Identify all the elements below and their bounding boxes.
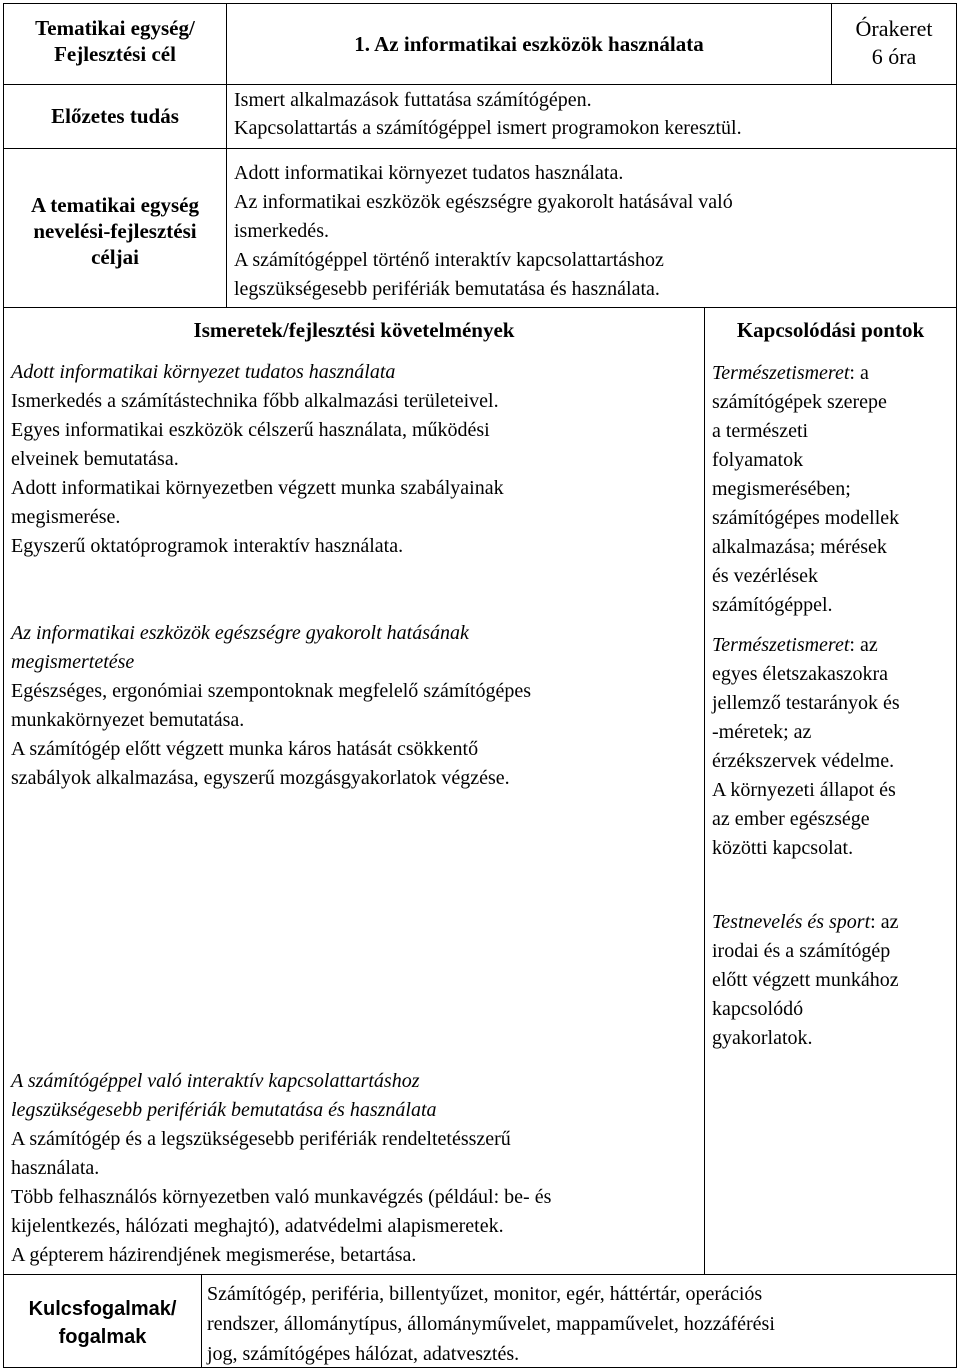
connection-text: : a [849,362,869,384]
prior-knowledge-label [4,103,226,129]
connection-subject: Természetismeret [712,634,850,656]
prior-knowledge-content [234,86,829,142]
goals-label-line: A tematikai egység [31,193,199,217]
keywords-line: rendszer, állománytípus, állományművelet, mappaművelet, hozzáférési [207,1313,775,1335]
connection-line: számítógéppel. [712,594,833,616]
prior-knowledge-line: Ismert alkalmazások futtatása számítógépen. [234,89,592,111]
goals-label [4,192,226,270]
section-title: Adott informatikai környezet tudatos használata [11,361,396,383]
table-border-right [956,3,957,1368]
keywords-label-line: fogalmak [58,1326,147,1348]
hours-cell [832,15,956,71]
connection-line: megismerésében; [712,478,851,500]
requirement-line: A gépterem házirendjének megismerése, betartása. [11,1244,417,1266]
connection-line: előtt végzett munkához [712,969,899,991]
goals-line: A számítógéppel történő interaktív kapcsolattartáshoz [234,249,664,271]
connection-line: alkalmazása; mérések [712,536,887,558]
connection-line: jellemző testarányok és [712,692,900,714]
connections-content [712,359,956,863]
requirement-line: Egészséges, ergonómiai szempontoknak megfelelő számítógépes [11,680,532,702]
connection-line: a természeti [712,420,809,442]
curriculum-table [3,3,957,1368]
connections-header-text: Kapcsolódási pontok [736,318,925,342]
unit-label [4,15,226,67]
requirement-line: munkakörnyezet bemutatása. [11,709,245,731]
keywords-line: jog, számítógépes hálózat, adatvesztés. [207,1343,520,1365]
goals-content [234,159,874,304]
connections-header [705,317,956,343]
requirement-line: Egyszerű oktatóprogramok interaktív használata. [11,535,404,557]
connection-line: -méretek; az [712,721,812,743]
connection-line: folyamatok [712,449,804,471]
row-divider [3,1274,957,1275]
keywords-content [207,1279,955,1369]
connection-line: az ember egészsége [712,808,870,830]
keywords-label [4,1295,201,1351]
requirement-line: elveinek bemutatása. [11,448,179,470]
section-title: A számítógéppel való interaktív kapcsolattartáshoz [11,1070,420,1092]
section-title: megismertetése [11,651,135,673]
connection-line: A környezeti állapot és [712,779,896,801]
connection-first-line [712,908,956,937]
row-divider [3,307,957,308]
row-divider [3,84,957,85]
requirement-line: megismerése. [11,506,121,528]
column-divider [704,307,705,1275]
goals-label-line: céljai [91,245,139,269]
connection-subject: Természetismeret [712,362,850,384]
hours-label: Órakeret [855,16,933,41]
connection-line: közötti kapcsolat. [712,837,854,859]
requirements-content [11,358,701,793]
connection-text: : az [870,911,899,933]
goals-line: Adott informatikai környezet tudatos használata. [234,162,624,184]
requirement-line: szabályok alkalmazása, egyszerű mozgásgyakorlatok végzése. [11,767,510,789]
column-divider [201,1274,202,1368]
connection-subject: Testnevelés és sport [712,911,871,933]
section-title: legszükségesebb perifériák bemutatása és használata [11,1099,437,1121]
hours-value: 6 óra [871,44,917,69]
connection-line: kapcsolódó [712,998,804,1020]
prior-knowledge-label-text: Előzetes tudás [51,104,179,128]
requirement-line: A számítógép előtt végzett munka káros hatását csökkentő [11,738,479,760]
requirement-line: Több felhasználós környezetben való munkavégzés (például: be- és [11,1186,552,1208]
connection-line: érzékszervek védelme. [712,750,895,772]
goals-line: ismerkedés. [234,220,329,242]
requirements-content-3 [11,1067,701,1270]
unit-title [227,31,831,57]
requirement-line: A számítógép és a legszükségesebb perifériák rendeltetésszerű [11,1128,511,1150]
connection-first-line [712,631,956,660]
requirements-header-text: Ismeretek/fejlesztési követelmények [193,318,515,342]
requirement-line: Ismerkedés a számítástechnika főbb alkalmazási területeivel. [11,390,499,412]
connection-line: gyakorlatok. [712,1027,813,1049]
requirement-line: használata. [11,1157,100,1179]
requirement-line: Egyes informatikai eszközök célszerű használata, működési [11,419,490,441]
goals-line: legszükségesebb perifériák bemutatása és használata. [234,278,660,300]
connection-line: irodai és a számítógép [712,940,891,962]
requirements-header [4,317,704,343]
connection-line: és vezérlések [712,565,819,587]
connection-line: számítógépes modellek [712,507,900,529]
keywords-line: Számítógép, periféria, billentyűzet, monitor, egér, háttértár, operációs [207,1283,763,1305]
requirement-line: kijelentkezés, hálózati meghajtó), adatvédelmi alapismeretek. [11,1215,504,1237]
row-divider [3,148,957,149]
prior-knowledge-line: Kapcsolattartás a számítógéppel ismert programokon keresztül. [234,117,742,139]
connection-line: egyes életszakaszokra [712,663,889,685]
section-title: Az informatikai eszközök egészségre gyakorolt hatásának [11,622,469,644]
table-border-top [3,3,957,4]
goals-label-line: nevelési-fejlesztési [33,219,197,243]
keywords-label-line: Kulcsfogalmak/ [28,1298,177,1320]
connections-content-3 [712,908,956,1053]
connection-line: számítógépek szerepe [712,391,887,413]
unit-label-line: Tematikai egység/ [35,16,195,40]
unit-title-text: 1. Az informatikai eszközök használata [354,32,704,56]
connection-text: : az [849,634,878,656]
unit-label-line: Fejlesztési cél [54,42,176,66]
requirement-line: Adott informatikai környezetben végzett munka szabályainak [11,477,504,499]
goals-line: Az informatikai eszközök egészségre gyakorolt hatásával való [234,191,733,213]
connection-first-line [712,359,956,388]
